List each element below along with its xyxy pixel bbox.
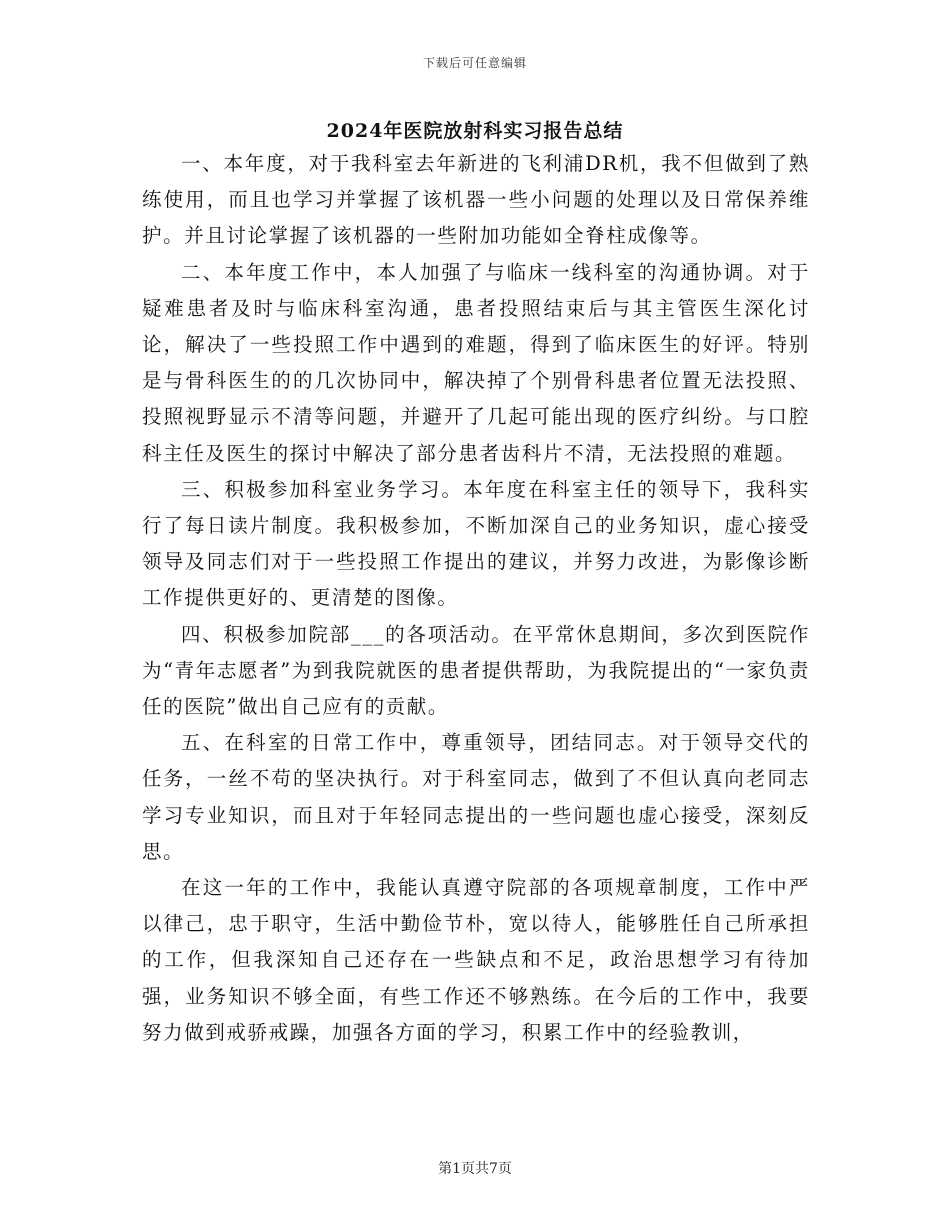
page-indicator: 第1页共7页 — [438, 1161, 512, 1177]
paragraph-6: 在这一年的工作中，我能认真遵守院部的各项规章制度，工作中严以律己，忠于职守，生活中勤俭节朴，宽以待人，能够胜任自己所承担的工作，但我深知自己还存在一些缺点和不足，政治思想学习有待加强，业务知识不够全面，有些工作还不够熟练。在今后的工作中，我要努力做到戒骄戒躁，加强各方面的学习，积累工作中的经验教训， — [142, 876, 810, 1044]
paragraph-3: 三、积极参加科室业务学习。本年度在科室主任的领导下，我科实行了每日读片制度。我积极参加，不断加深自己的业务知识，虚心接受领导及同志们对于一些投照工作提出的建议，并努力改进，为影像诊断工作提供更好的、更清楚的图像。 — [142, 477, 810, 610]
paragraph-5: 五、在科室的日常工作中，尊重领导，团结同志。对于领导交代的任务，一丝不苟的坚决执行。对于科室同志，做到了不但认真向老同志学习专业知识，而且对于年轻同志提出的一些问题也虚心接受，深刻反思。 — [142, 731, 810, 863]
header-note: 下载后可任意编辑 — [422, 56, 527, 70]
document-body — [142, 146, 810, 1051]
document-title: 2024年医院放射科实习报告总结 — [326, 120, 624, 142]
paragraph-2: 二、本年度工作中，本人加强了与临床一线科室的沟通协调。对于疑难患者及时与临床科室沟通，患者投照结束后与其主管医生深化讨论，解决了一些投照工作中遇到的难题，得到了临床医生的好评。特别是与骨科医生的的几次协同中，解决掉了个别骨科患者位置无法投照、投照视野显示不清等问题，并避开了几起可能出现的医疗纠纷。与口腔科主任及医生的探讨中解决了部分患者齿科片不清，无法投照的难题。 — [142, 260, 810, 465]
paragraph-4: 四、积极参加院部___的各项活动。在平常休息期间，多次到医院作为“青年志愿者”为到我院就医的患者提供帮助，为我院提出的“一家负责任的医院”做出自己应有的贡献。 — [142, 622, 810, 719]
paragraph-1: 一、本年度，对于我科室去年新进的飞利浦DR机，我不但做到了熟练使用，而且也学习并掌握了该机器一些小问题的处理以及日常保养维护。并且讨论掌握了该机器的一些附加功能如全脊柱成像等。 — [142, 152, 810, 248]
